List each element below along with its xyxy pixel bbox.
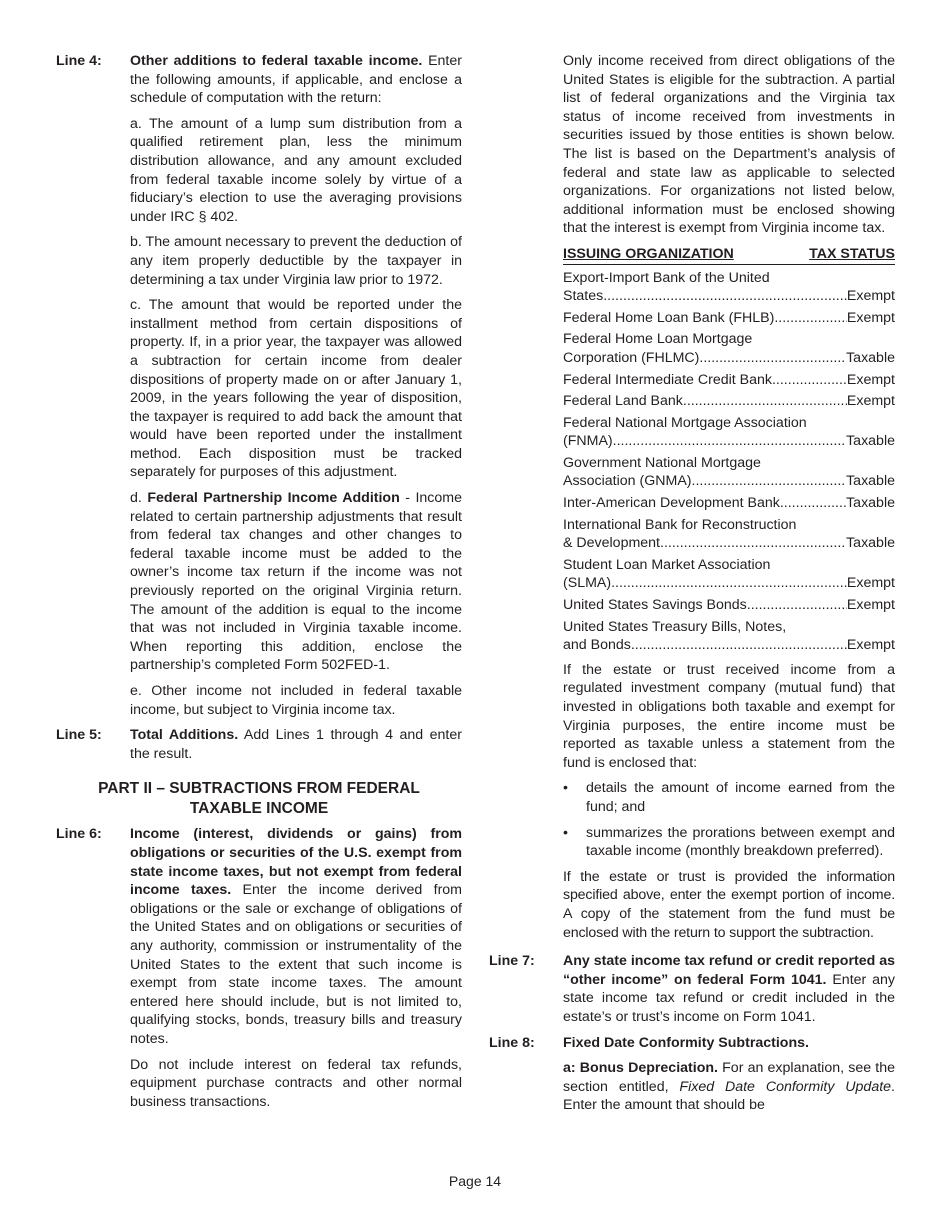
organization-name: and Bonds: [563, 637, 631, 654]
page-number: Page 14: [448, 1173, 502, 1189]
line-label: Line 5:: [56, 727, 102, 744]
line-text: [130, 726, 462, 763]
tax-status: Exempt: [846, 575, 895, 592]
organization-name: & Development: [563, 535, 660, 552]
table-header-organization: ISSUING ORGANIZATION: [563, 245, 734, 262]
tax-status: Taxable: [846, 349, 895, 366]
tax-status: Exempt: [846, 393, 895, 410]
organization-row: [563, 556, 895, 593]
line-4-item-b: b. The amount necessary to prevent the deduction of any item properly deductible by the taxpayer in determining a tax under Virginia law prior to 1972.: [130, 234, 462, 288]
item-text: - Income related to certain partnership adjustments that result from federal tax changes and other changes to federal taxable income must be added to the owner’s income tax return if the income was not previously reported on the original Virginia return. The amount of the addition is equal to the income that was not included in Virginia taxable income. When reporting this addition, enclose the partnership’s completed Form 502FED-1.: [130, 490, 462, 674]
tax-status: Exempt: [846, 637, 895, 654]
line-body: Enter the income derived from obligations or the sale or exchange of obligations of the United States and on obligations or securities of any authority, commission or instrumentality of the United States to the extent that such income is exempt from state income taxes. The amount entered here should include, but is not limited to, qualifying stocks, bonds, treasury bills and treasury notes.: [130, 882, 462, 1047]
line-8: [489, 1034, 895, 1053]
organization-name-line: [563, 287, 895, 306]
organization-name: Federal Intermediate Credit Bank: [563, 371, 772, 388]
dot-leader: [603, 287, 847, 306]
dot-leader: [660, 534, 846, 553]
item-italic: Fixed Date Conformity Update: [679, 1078, 892, 1095]
organization-name: Inter-American Development Bank: [563, 495, 780, 512]
organization-row: [563, 494, 895, 513]
line-title: Fixed Date Conformity Subtractions.: [563, 1034, 809, 1051]
line-text: [563, 952, 895, 1026]
organization-name-line-1: United States Treasury Bills, Notes,: [563, 618, 787, 635]
dot-leader: [692, 472, 847, 491]
line-intro: Enter the following amounts, if applicable, and enclose a schedule of computation with the return:: [130, 53, 462, 107]
line-6: [56, 825, 462, 1048]
organization-name: Corporation (FHLMC): [563, 349, 700, 366]
line-5: [56, 726, 462, 763]
organization-name-line-1: Government National Mortgage: [563, 454, 761, 471]
line-4-item-a: a. The amount of a lump sum distribution from a qualified retirement plan, less the minimum distribution allowance, and any amount excluded from federal taxable income solely by virtue of a fiduciary’s election to use the averaging provisions under IRC § 402.: [130, 115, 462, 225]
organization-row: [563, 516, 895, 553]
list-item-text: details the amount of income earned from the fund; and: [586, 780, 895, 815]
line-label: Line 7:: [489, 953, 535, 970]
organization-name: United States Savings Bonds: [563, 597, 747, 614]
bullet-glyph: •: [563, 824, 568, 841]
statement-requirements-list: [563, 779, 895, 860]
organization-row: [563, 414, 895, 451]
item-title: Federal Partnership Income Addition: [147, 490, 400, 507]
organization-row: [563, 596, 895, 615]
table-header: [563, 245, 895, 265]
part-2-heading: [56, 779, 462, 819]
tax-status: Exempt: [846, 309, 895, 326]
line-4: [56, 52, 462, 108]
line-8-item-a: [563, 1059, 895, 1115]
organization-name-line: [563, 349, 895, 368]
line-label: Line 4:: [56, 53, 102, 69]
bullet-glyph: •: [563, 780, 568, 797]
dot-leader: [774, 309, 847, 328]
organization-name-line: [563, 432, 895, 451]
tax-status: Exempt: [846, 288, 895, 305]
organization-name-line-1: Federal Home Loan Mortgage: [563, 331, 753, 348]
list-item-text: summarizes the prorations between exempt and taxable income (monthly breakdown preferred).: [586, 824, 895, 860]
part-2-heading-line-2: TAXABLE INCOME: [189, 800, 329, 818]
organization-name-line: [563, 636, 895, 655]
organization-row: [563, 269, 895, 306]
table-header-status: TAX STATUS: [809, 245, 895, 262]
line-4-item-d: [130, 489, 462, 675]
list-item: [563, 779, 895, 816]
line-text: [563, 1034, 895, 1053]
organization-row: [563, 392, 895, 411]
organization-name: Federal Home Loan Bank (FHLB): [563, 309, 775, 326]
organization-name: States: [563, 288, 604, 305]
tax-status: Exempt: [846, 371, 895, 388]
organization-name-line: [563, 371, 895, 390]
mutual-fund-paragraph: If the estate or trust received income from a regulated investment company (mutual fund) that invested in obligations both taxable and exempt for Virginia purposes, the entire income must be reported as taxable unless a statement from the fund is enclosed that:: [563, 661, 895, 771]
organization-name: (FNMA): [563, 433, 613, 450]
organization-name-line-1: Export-Import Bank of the United: [563, 269, 770, 286]
line-body: Add Lines 1 through 4 and enter the result.: [130, 727, 462, 762]
line-title: Total Additions.: [130, 727, 239, 744]
organization-name: (SLMA): [563, 575, 612, 592]
line-4-item-e: e. Other income not included in federal taxable income, but subject to Virginia income tax.: [130, 683, 462, 718]
dot-leader: [780, 494, 846, 513]
right-column: [489, 52, 895, 1115]
organization-row: [563, 618, 895, 655]
dot-leader: [611, 574, 847, 593]
organization-row: [563, 309, 895, 328]
list-item: [563, 824, 895, 861]
eligibility-paragraph: [563, 52, 895, 942]
line-7: [489, 952, 895, 1026]
line-title: Any state income tax refund or credit reported as “other income” on federal Form 1041.: [563, 953, 895, 988]
organization-name-line-1: Student Loan Market Association: [563, 556, 771, 573]
organization-name: Association (GNMA): [563, 473, 692, 490]
line-6-paragraph-2: Do not include interest on federal tax refunds, equipment purchase contracts and other normal business transactions.: [130, 1056, 462, 1110]
organization-row: [563, 454, 895, 491]
line-label: Line 8:: [489, 1034, 535, 1051]
line-text: [130, 825, 462, 1048]
line-text: [130, 52, 462, 108]
organization-name-line: [563, 494, 895, 513]
line-body: Enter any state income tax refund or credit included in the estate’s or trust’s income on Form 1041.: [563, 971, 895, 1025]
dot-leader: [631, 636, 847, 655]
dot-leader: [747, 596, 847, 615]
dot-leader: [613, 432, 846, 451]
organization-name-line: [563, 574, 895, 593]
organization-row: [563, 371, 895, 390]
item-text-1: For an explanation, see the section entitled,: [563, 1060, 895, 1095]
item-title: a: Bonus Depreciation.: [563, 1060, 718, 1077]
line-title: Income (interest, dividends or gains) from obligations or securities of the U.S. exempt from state income taxes, but not exempt from federal income taxes.: [130, 826, 462, 899]
organization-name-line: [563, 472, 895, 491]
item-prefix: d.: [130, 490, 148, 507]
line-label: Line 6:: [56, 826, 102, 843]
organization-name-line: [563, 392, 895, 411]
organization-name: Federal Land Bank: [563, 393, 683, 410]
part-2-heading-line-1: PART II – SUBTRACTIONS FROM FEDERAL: [98, 780, 420, 798]
organization-table: [563, 269, 895, 655]
eligibility-text: Only income received from direct obligations of the United States is eligible for the subtraction. A partial list of federal organizations and the Virginia tax status of income received from investments in securities issued by those entities is shown below. The list is based on the Department’s analysis of federal and state law as applicable to selected organizations. For organizations not listed below, additional information must be enclosed showing that the interest is exempt from Virginia income tax.: [563, 53, 895, 237]
line-4-item-c: c. The amount that would be reported under the installment method from certain dispositions of property. If, in a prior year, the taxpayer was allowed a subtraction for certain income from dealer dispositions of property made on or after January 1, 2009, in the years following the year of disposition, the taxpayer is required to add back the amount that would have been reported under the installment method. Each disposition must be tracked separately for purposes of this adjustment.: [130, 297, 462, 481]
tax-status: Taxable: [846, 495, 895, 512]
organization-name-line: [563, 309, 895, 328]
dot-leader: [699, 349, 846, 368]
organization-row: [563, 330, 895, 367]
organization-name-line: [563, 534, 895, 553]
organization-name-line-1: International Bank for Reconstruction: [563, 516, 797, 533]
tax-status: Taxable: [846, 433, 895, 450]
organization-name-line-1: Federal National Mortgage Association: [563, 414, 807, 431]
dot-leader: [772, 371, 847, 390]
line-title: Other additions to federal taxable income.: [130, 53, 423, 69]
tax-status: Taxable: [846, 473, 895, 490]
left-column: [56, 52, 462, 1118]
dot-leader: [683, 392, 847, 411]
tax-status: Taxable: [846, 535, 895, 552]
item-text-2: . Enter the amount that should be: [563, 1078, 895, 1114]
provided-paragraph: If the estate or trust is provided the information specified above, enter the exempt portion of income. A copy of the statement from the fund must be enclosed with the return to support the subtraction.: [563, 868, 895, 941]
organization-name-line: [563, 596, 895, 615]
tax-status: Exempt: [846, 597, 895, 614]
